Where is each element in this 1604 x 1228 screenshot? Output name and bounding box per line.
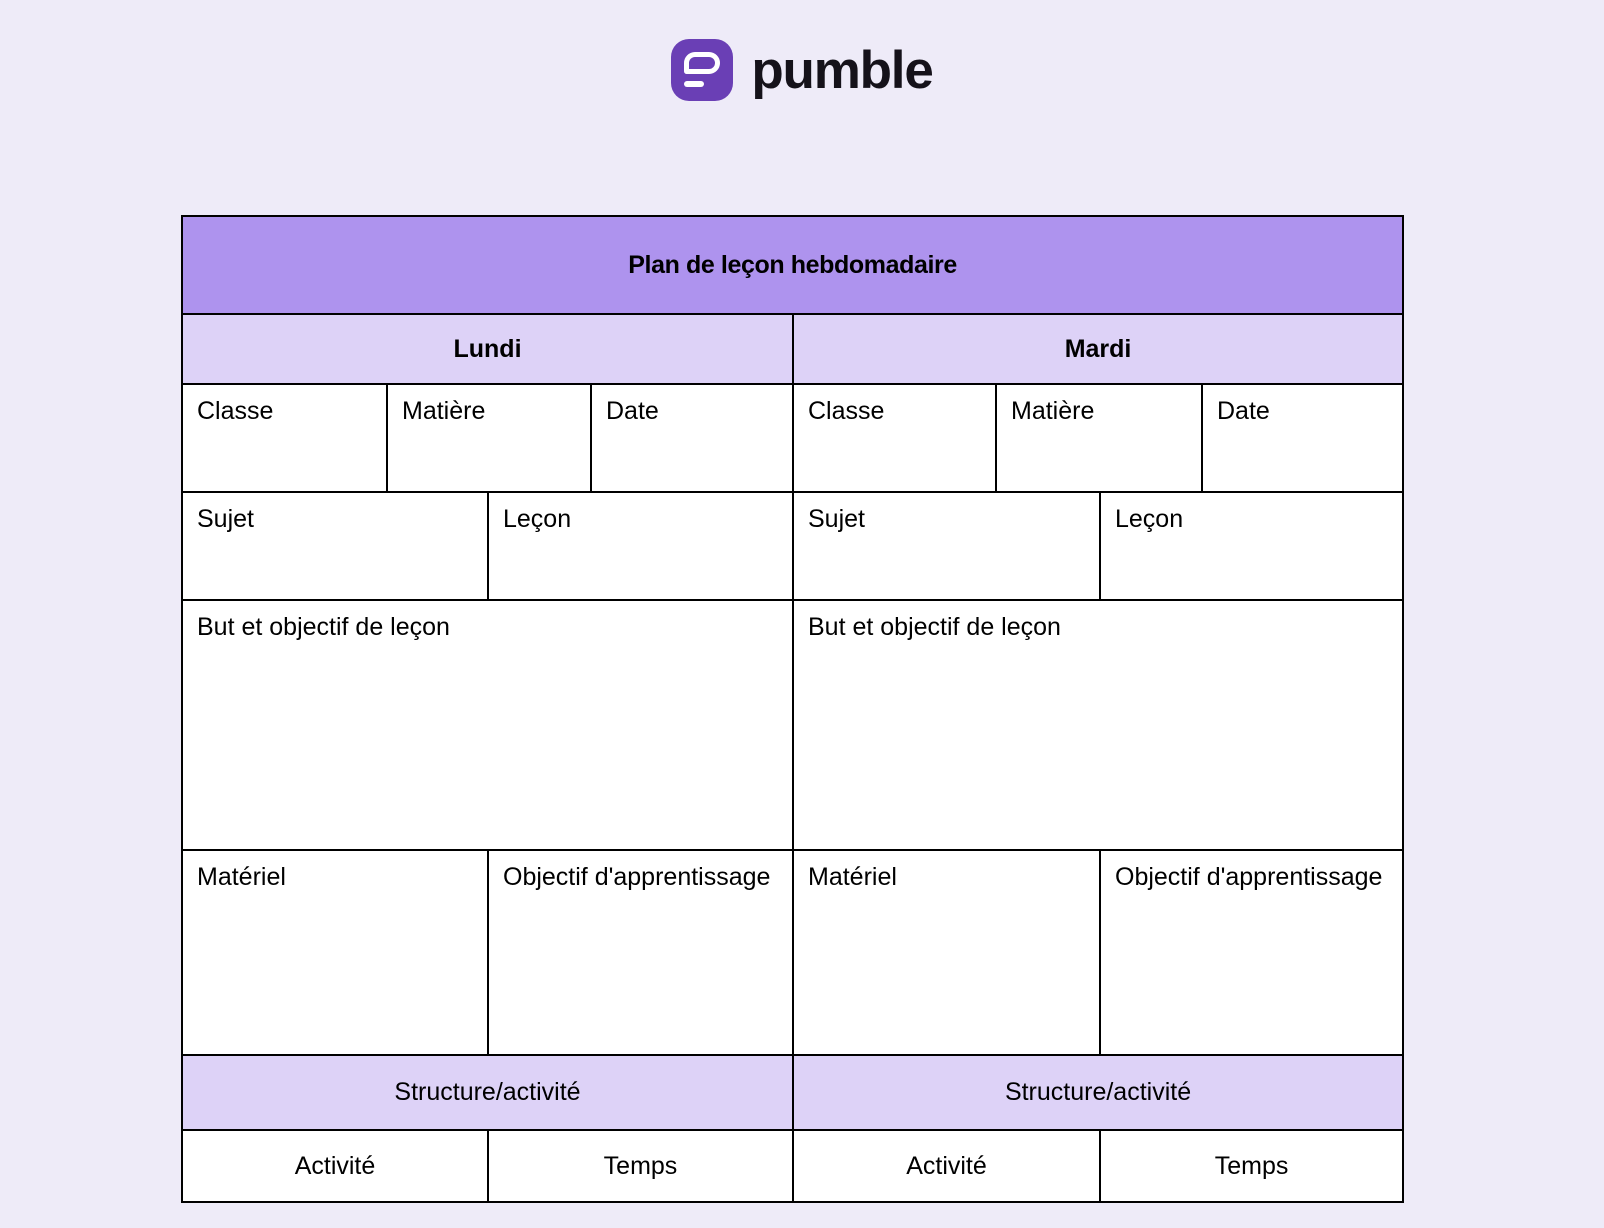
structure-activity-row <box>182 1055 1403 1130</box>
chat-bubble-icon <box>684 52 720 74</box>
logo-underline-icon <box>684 81 704 87</box>
day2-objectif-apprentissage-cell[interactable]: Objectif d'apprentissage <box>1100 850 1403 1055</box>
day1-but-objectif-cell[interactable]: But et objectif de leçon <box>182 600 793 850</box>
day2-sujet-cell[interactable]: Sujet <box>793 492 1100 600</box>
day2-lecon-cell[interactable]: Leçon <box>1100 492 1403 600</box>
day-header-lundi: Lundi <box>182 314 793 384</box>
title-row <box>182 216 1403 314</box>
planner-table <box>181 215 1404 1203</box>
day2-activite-header: Activité <box>793 1130 1100 1202</box>
day1-matiere-cell[interactable]: Matière <box>387 384 591 492</box>
page-title: Plan de leçon hebdomadaire <box>182 216 1403 314</box>
day1-structure-activite-header: Structure/activité <box>182 1055 793 1130</box>
day1-temps-header: Temps <box>488 1130 793 1202</box>
subject-lesson-row <box>182 492 1403 600</box>
day1-objectif-apprentissage-cell[interactable]: Objectif d'apprentissage <box>488 850 793 1055</box>
day2-matiere-cell[interactable]: Matière <box>996 384 1202 492</box>
day1-materiel-cell[interactable]: Matériel <box>182 850 488 1055</box>
materials-learning-objective-row <box>182 850 1403 1055</box>
day-header-mardi: Mardi <box>793 314 1403 384</box>
day1-sujet-cell[interactable]: Sujet <box>182 492 488 600</box>
day1-lecon-cell[interactable]: Leçon <box>488 492 793 600</box>
class-subject-date-row <box>182 384 1403 492</box>
activity-time-header-row <box>182 1130 1403 1202</box>
day2-temps-header: Temps <box>1100 1130 1403 1202</box>
day2-but-objectif-cell[interactable]: But et objectif de leçon <box>793 600 1403 850</box>
day1-activite-header: Activité <box>182 1130 488 1202</box>
day-header-row <box>182 314 1403 384</box>
day2-classe-cell[interactable]: Classe <box>793 384 996 492</box>
day2-structure-activite-header: Structure/activité <box>793 1055 1403 1130</box>
day1-classe-cell[interactable]: Classe <box>182 384 387 492</box>
goal-objective-row <box>182 600 1403 850</box>
day2-date-cell[interactable]: Date <box>1202 384 1403 492</box>
brand-header <box>0 0 1604 140</box>
day2-materiel-cell[interactable]: Matériel <box>793 850 1100 1055</box>
day1-date-cell[interactable]: Date <box>591 384 793 492</box>
weekly-lesson-plan-table <box>181 215 1402 1203</box>
brand-wordmark: pumble <box>751 40 933 100</box>
pumble-logo-icon <box>671 39 733 101</box>
